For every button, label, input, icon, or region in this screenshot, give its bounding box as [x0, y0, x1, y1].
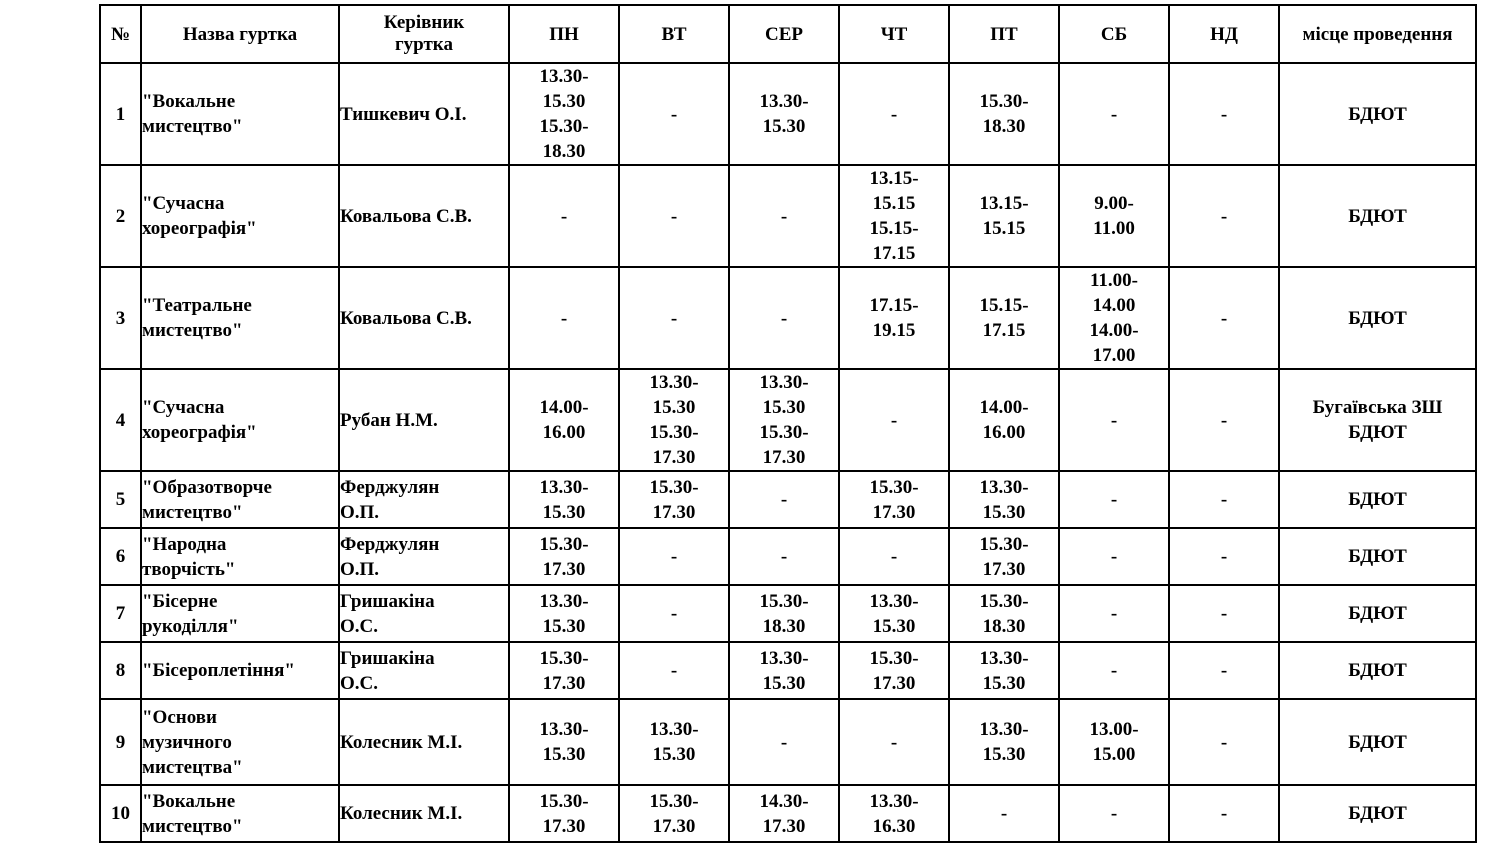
- day-cell: 15.30- 17.30: [509, 528, 619, 585]
- day-cell: 15.30- 17.30: [619, 471, 729, 528]
- header-name: Назва гуртка: [141, 5, 339, 63]
- row-number: 10: [100, 785, 141, 842]
- venue-cell: БДЮТ: [1279, 585, 1476, 642]
- club-leader: Ковальова С.В.: [339, 267, 509, 369]
- day-cell: -: [729, 699, 839, 785]
- row-number: 1: [100, 63, 141, 165]
- day-cell: 13.30- 16.30: [839, 785, 949, 842]
- day-cell: 17.15- 19.15: [839, 267, 949, 369]
- day-cell: 13.30- 15.30: [509, 699, 619, 785]
- venue-cell: БДЮТ: [1279, 699, 1476, 785]
- header-day-mon: ПН: [509, 5, 619, 63]
- table-row: [100, 642, 1476, 699]
- day-cell: 13.00- 15.00: [1059, 699, 1169, 785]
- day-cell: -: [729, 165, 839, 267]
- club-leader: Колесник М.І.: [339, 785, 509, 842]
- club-name: "Бісерне рукоділля": [141, 585, 339, 642]
- day-cell: -: [509, 267, 619, 369]
- table-row: [100, 471, 1476, 528]
- day-cell: -: [1059, 585, 1169, 642]
- day-cell: 15.30- 17.30: [509, 642, 619, 699]
- day-cell: -: [1059, 471, 1169, 528]
- day-cell: -: [619, 528, 729, 585]
- day-cell: -: [1169, 528, 1279, 585]
- day-cell: 13.30- 15.30: [729, 63, 839, 165]
- header-day-fri: ПТ: [949, 5, 1059, 63]
- day-cell: 11.00- 14.00 14.00- 17.00: [1059, 267, 1169, 369]
- day-cell: -: [1169, 642, 1279, 699]
- table-row: [100, 165, 1476, 267]
- day-cell: 14.00- 16.00: [509, 369, 619, 471]
- day-cell: -: [729, 471, 839, 528]
- club-leader: Ферджулян О.П.: [339, 528, 509, 585]
- venue-cell: БДЮТ: [1279, 165, 1476, 267]
- day-cell: 13.15- 15.15: [949, 165, 1059, 267]
- table-row: [100, 699, 1476, 785]
- venue-cell: БДЮТ: [1279, 267, 1476, 369]
- day-cell: -: [729, 267, 839, 369]
- day-cell: -: [839, 699, 949, 785]
- day-cell: -: [1059, 369, 1169, 471]
- day-cell: -: [949, 785, 1059, 842]
- day-cell: -: [1169, 165, 1279, 267]
- day-cell: 13.30- 15.30: [949, 699, 1059, 785]
- club-name: "Народна творчість": [141, 528, 339, 585]
- day-cell: 15.15- 17.15: [949, 267, 1059, 369]
- day-cell: -: [619, 642, 729, 699]
- venue-cell: БДЮТ: [1279, 642, 1476, 699]
- header-place: місце проведення: [1279, 5, 1476, 63]
- day-cell: 15.30- 17.30: [619, 785, 729, 842]
- club-leader: Гришакіна О.С.: [339, 642, 509, 699]
- club-name: "Вокальне мистецтво": [141, 63, 339, 165]
- day-cell: 13.30- 15.30: [949, 471, 1059, 528]
- header-day-wed: СЕР: [729, 5, 839, 63]
- club-name: "Сучасна хореографія": [141, 165, 339, 267]
- venue-cell: БДЮТ: [1279, 785, 1476, 842]
- day-cell: -: [1169, 369, 1279, 471]
- day-cell: -: [619, 165, 729, 267]
- day-cell: -: [839, 369, 949, 471]
- day-cell: 13.30- 15.30: [949, 642, 1059, 699]
- header-row: [100, 5, 1476, 63]
- row-number: 6: [100, 528, 141, 585]
- club-name: "Бісероплетіння": [141, 642, 339, 699]
- schedule-table: [99, 4, 1477, 843]
- day-cell: 13.30- 15.30 15.30- 17.30: [729, 369, 839, 471]
- day-cell: -: [509, 165, 619, 267]
- day-cell: -: [1059, 785, 1169, 842]
- row-number: 7: [100, 585, 141, 642]
- row-number: 5: [100, 471, 141, 528]
- day-cell: -: [1169, 699, 1279, 785]
- header-leader: Керівник гуртка: [339, 5, 509, 63]
- club-name: "Вокальне мистецтво": [141, 785, 339, 842]
- day-cell: 13.15- 15.15 15.15- 17.15: [839, 165, 949, 267]
- day-cell: -: [1169, 585, 1279, 642]
- day-cell: -: [619, 63, 729, 165]
- day-cell: 13.30- 15.30 15.30- 18.30: [509, 63, 619, 165]
- day-cell: 15.30- 18.30: [729, 585, 839, 642]
- day-cell: 15.30- 18.30: [949, 585, 1059, 642]
- table-row: [100, 585, 1476, 642]
- venue-cell: БДЮТ: [1279, 63, 1476, 165]
- day-cell: -: [1059, 642, 1169, 699]
- club-name: "Театральне мистецтво": [141, 267, 339, 369]
- day-cell: -: [1059, 528, 1169, 585]
- day-cell: 14.00- 16.00: [949, 369, 1059, 471]
- venue-cell: БДЮТ: [1279, 528, 1476, 585]
- day-cell: 13.30- 15.30: [839, 585, 949, 642]
- club-leader: Тишкевич О.І.: [339, 63, 509, 165]
- day-cell: 13.30- 15.30: [619, 699, 729, 785]
- day-cell: -: [839, 528, 949, 585]
- day-cell: -: [839, 63, 949, 165]
- table-row: [100, 528, 1476, 585]
- row-number: 3: [100, 267, 141, 369]
- day-cell: -: [1169, 785, 1279, 842]
- club-leader: Колесник М.І.: [339, 699, 509, 785]
- venue-cell: БДЮТ: [1279, 471, 1476, 528]
- day-cell: 14.30- 17.30: [729, 785, 839, 842]
- row-number: 2: [100, 165, 141, 267]
- day-cell: -: [729, 528, 839, 585]
- day-cell: 15.30- 17.30: [949, 528, 1059, 585]
- day-cell: -: [1169, 63, 1279, 165]
- day-cell: -: [1059, 63, 1169, 165]
- header-day-sat: СБ: [1059, 5, 1169, 63]
- day-cell: 13.30- 15.30: [729, 642, 839, 699]
- day-cell: -: [619, 267, 729, 369]
- venue-cell: Бугаївська ЗШ БДЮТ: [1279, 369, 1476, 471]
- day-cell: 15.30- 17.30: [839, 471, 949, 528]
- day-cell: 9.00- 11.00: [1059, 165, 1169, 267]
- day-cell: 13.30- 15.30: [509, 585, 619, 642]
- table-row: [100, 369, 1476, 471]
- club-leader: Рубан Н.М.: [339, 369, 509, 471]
- day-cell: 15.30- 18.30: [949, 63, 1059, 165]
- club-leader: Ферджулян О.П.: [339, 471, 509, 528]
- day-cell: 15.30- 17.30: [509, 785, 619, 842]
- day-cell: 13.30- 15.30: [509, 471, 619, 528]
- day-cell: 15.30- 17.30: [839, 642, 949, 699]
- header-day-sun: НД: [1169, 5, 1279, 63]
- header-num: №: [100, 5, 141, 63]
- club-name: "Образотворче мистецтво": [141, 471, 339, 528]
- header-day-tue: ВТ: [619, 5, 729, 63]
- row-number: 4: [100, 369, 141, 471]
- club-name: "Сучасна хореографія": [141, 369, 339, 471]
- day-cell: 13.30- 15.30 15.30- 17.30: [619, 369, 729, 471]
- club-leader: Гришакіна О.С.: [339, 585, 509, 642]
- day-cell: -: [1169, 267, 1279, 369]
- day-cell: -: [1169, 471, 1279, 528]
- club-name: "Основи музичного мистецтва": [141, 699, 339, 785]
- club-leader: Ковальова С.В.: [339, 165, 509, 267]
- table-row: [100, 785, 1476, 842]
- table-row: [100, 267, 1476, 369]
- table-row: [100, 63, 1476, 165]
- row-number: 9: [100, 699, 141, 785]
- header-day-thu: ЧТ: [839, 5, 949, 63]
- row-number: 8: [100, 642, 141, 699]
- day-cell: -: [619, 585, 729, 642]
